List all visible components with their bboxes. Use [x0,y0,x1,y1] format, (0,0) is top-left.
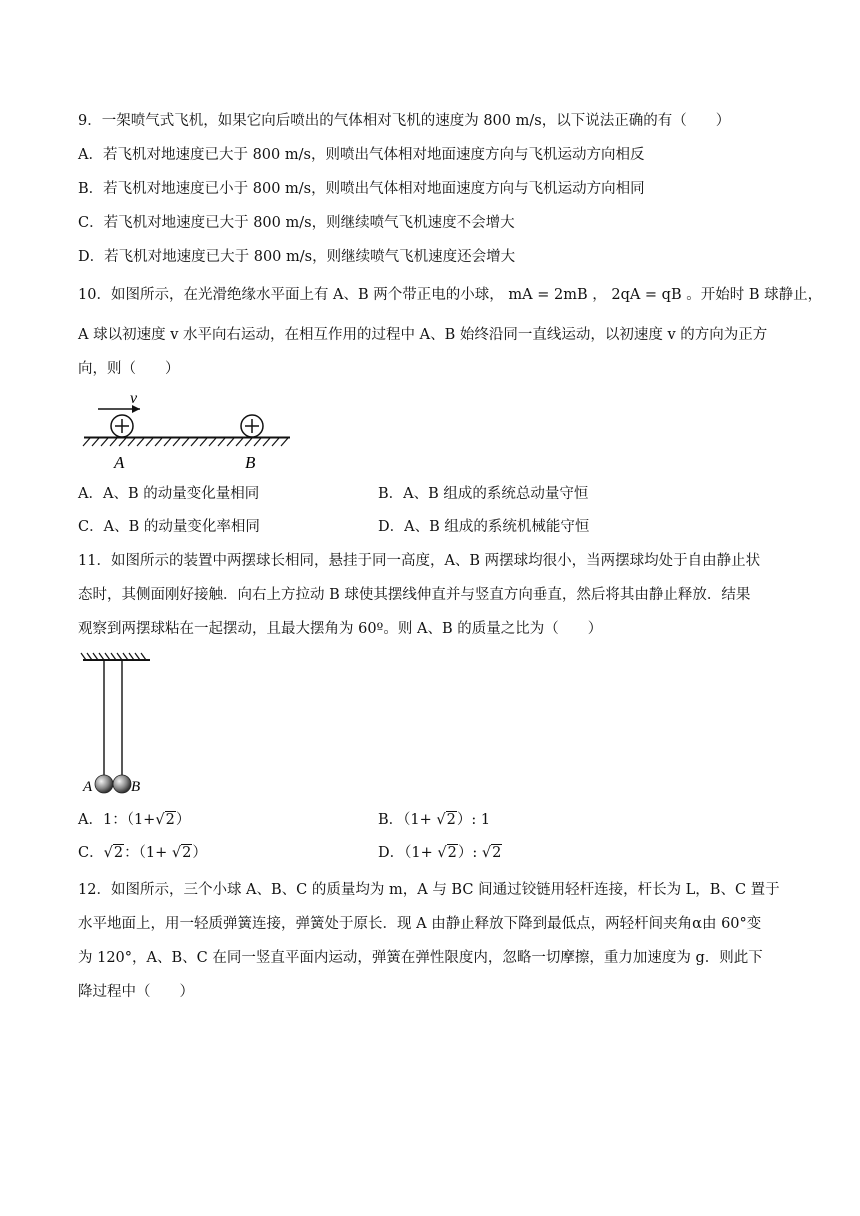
ground-hatch [191,438,198,446]
ceiling-hatch [93,653,98,660]
ground-hatch [272,438,279,446]
ceiling-hatch [81,653,86,660]
q10-stem-line1: 10．如图所示，在光滑绝缘水平面上有 A、B 两个带正电的小球， mA = 2mB ， 2qA = qB 。开始时 B 球静止， [78,287,823,303]
sqrt-symbol: √2 [436,812,456,828]
ceiling-hatch [87,653,92,660]
ceiling-hatch [117,653,122,660]
q11-option-c [78,843,207,863]
sqrt-symbol: √2 [481,845,502,861]
ground-hatch [155,438,162,446]
q11-option-d [378,843,502,863]
q11-option-b-pre: B．（1+ [378,812,437,828]
q11-option-a-pre: A．1：（1+ [78,812,156,828]
sqrt-symbol: √2 [171,845,192,861]
ceiling-hatch [99,653,104,660]
q10-figure [78,388,298,476]
q12-stem-line3: 为 120°，A、B、C 在同一竖直平面内运动，弹簧在弹性限度内，忽略一切摩擦，重力加速度为 g．则此下 [78,950,763,966]
ball-a-label: A [114,453,125,472]
q9-option-d: D．若飞机对地速度已大于 800 m/s，则继续喷气飞机速度还会增大 [78,249,516,265]
q11-option-b [378,810,490,830]
q11-stem-line2: 态时，其侧面刚好接触．向右上方拉动 B 球使其摆线伸直并与竖直方向垂直，然后将其由静止释放．结果 [78,587,751,603]
q11-option-d-mid: ）: [457,845,482,861]
ground-hatch [254,438,261,446]
radicand: 2 [182,845,192,861]
ground-hatch [227,438,234,446]
q10-option-c: C．A、B 的动量变化率相同 [78,519,260,535]
q11-option-d-pre: D．（1+ [378,845,438,861]
ground-hatch [281,438,288,446]
ground-hatch [236,438,243,446]
radicand: 2 [165,812,175,828]
q10-option-b: B．A、B 组成的系统总动量守恒 [378,486,589,502]
radicand: 2 [447,845,457,861]
ball-b-label: B [245,453,256,472]
q11-option-c-pre: C． [78,845,104,861]
ground-hatch [218,438,225,446]
velocity-label: v [130,390,138,407]
q11-figure [78,650,158,800]
q11-stem-line3: 观察到两摆球粘在一起摆动，且最大摆角为 60º。则 A、B 的质量之比为（ ） [78,621,603,637]
q10-stem-line2: A 球以初速度 v 水平向右运动，在相互作用的过程中 A、B 始终沿同一直线运动，以初速度 v 的方向为正方 [78,327,768,343]
ceiling-hatch [129,653,134,660]
sqrt-symbol: √2 [103,845,124,861]
ceiling-hatch [141,653,146,660]
q9-option-c: C．若飞机对地速度已大于 800 m/s，则继续喷气飞机速度不会增大 [78,215,515,231]
ground-hatch [173,438,180,446]
q10-stem-line3: 向，则（ ） [78,361,180,377]
radicand: 2 [113,845,124,861]
q11-option-c-post: ） [192,845,207,861]
ground-hatch [263,438,270,446]
q11-option-c-mid: ：（1+ [124,845,172,861]
ceiling-hatch [123,653,128,660]
ceiling-hatch [135,653,140,660]
radicand: 2 [492,845,502,861]
q12-stem-line1: 12．如图所示，三个小球 A、B、C 的质量均为 m，A 与 BC 间通过铰链用轻杆连接，杆长为 L，B、C 置于 [78,882,780,898]
ground-hatch [245,438,252,446]
ceiling-hatch [105,653,110,660]
q12-stem-line4: 降过程中（ ） [78,984,194,1000]
ground-hatch [110,438,117,446]
sqrt-symbol: √2 [437,845,457,861]
q11-option-a-post: ） [175,812,191,828]
ceiling-hatch [111,653,116,660]
pendulum-ball-a [95,775,113,793]
ground-hatch [92,438,99,446]
q11-stem-line1: 11．如图所示的装置中两摆球长相同，悬挂于同一高度，A、B 两摆球均很小，当两摆球均处于自由静止状 [78,553,761,569]
q10-option-a: A．A、B 的动量变化量相同 [78,486,260,502]
ground-hatch [101,438,108,446]
ground-hatch [83,438,90,446]
ground-hatch [182,438,189,446]
ground-hatch [164,438,171,446]
radicand: 2 [446,812,456,828]
q11-option-a [78,810,190,830]
ground-hatch [137,438,144,446]
sqrt-symbol: √2 [155,812,175,828]
pendulum-b-label: B [131,779,141,795]
q9-option-a: A．若飞机对地速度已大于 800 m/s，则喷出气体相对地面速度方向与飞机运动方向相反 [78,147,645,163]
q11-option-b-post: ）: 1 [456,812,491,828]
ground-hatch [119,438,126,446]
q9-option-b: B．若飞机对地速度已小于 800 m/s，则喷出气体相对地面速度方向与飞机运动方向相同 [78,181,645,197]
ground-hatch [128,438,135,446]
q9-stem: 9．一架喷气式飞机，如果它向后喷出的气体相对飞机的速度为 800 m/s，以下说法正确的有（ ） [78,113,731,129]
ground-hatch [209,438,216,446]
q12-stem-line2: 水平地面上，用一轻质弹簧连接，弹簧处于原长．现 A 由静止释放下降到最低点，两轻杆间夹角α由 60°变 [78,916,762,932]
q10-option-d: D．A、B 组成的系统机械能守恒 [378,519,590,535]
pendulum-ball-b [113,775,131,793]
pendulum-a-label: A [83,779,93,795]
ground-hatch [146,438,153,446]
ground-hatch [200,438,207,446]
